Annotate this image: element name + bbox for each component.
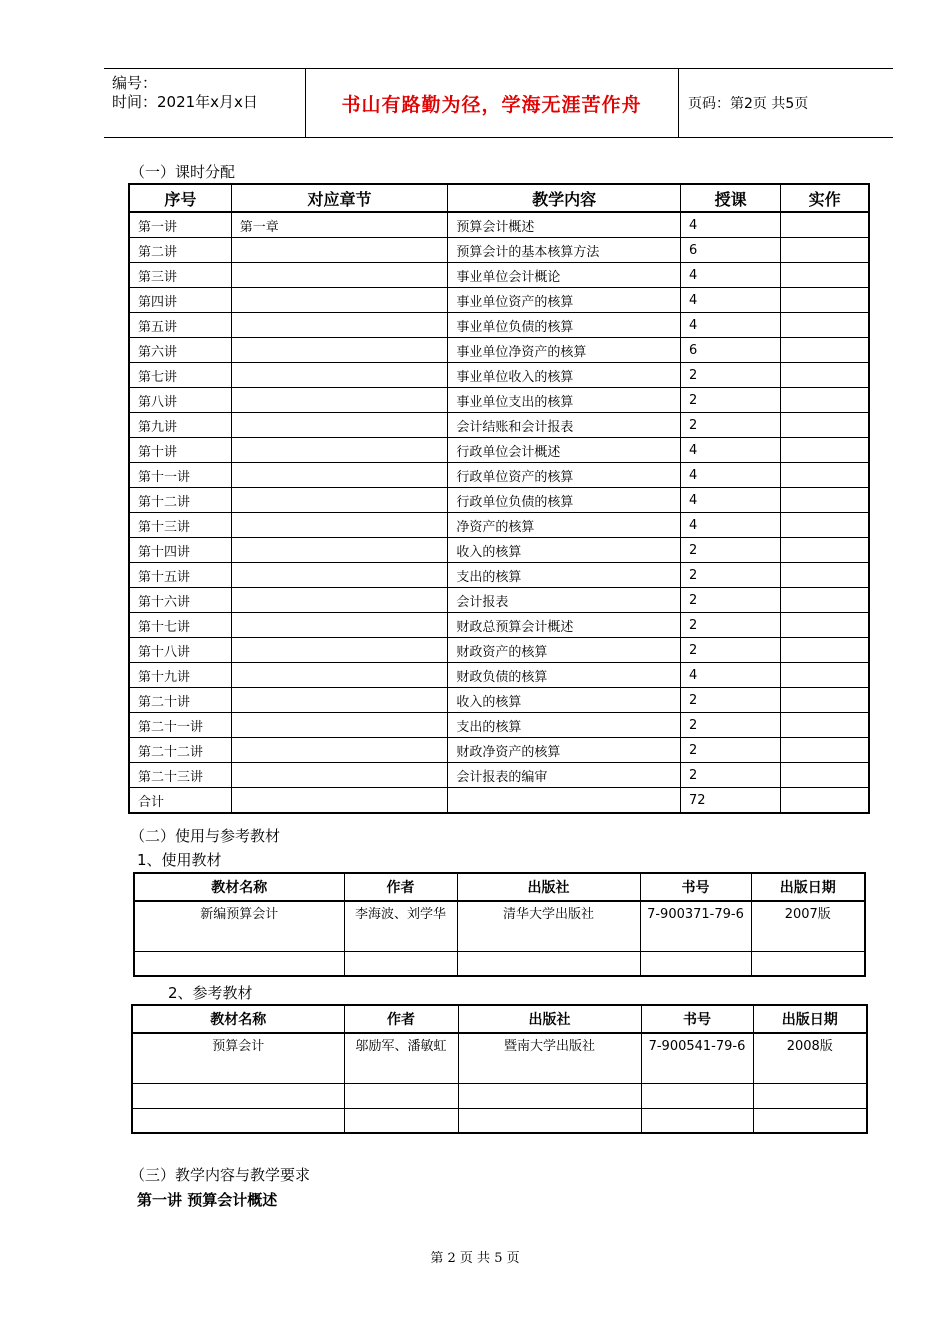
lecture-hours-cell: 2 (680, 638, 780, 663)
author-cell (344, 1083, 458, 1108)
book-name-cell (134, 951, 344, 976)
table-row (129, 588, 869, 613)
author-cell (344, 951, 457, 976)
table-row (129, 288, 869, 313)
document-number-label: 编号： (112, 74, 158, 92)
table-row (129, 738, 869, 763)
chapter-cell (231, 613, 448, 638)
used-header-row (134, 873, 865, 901)
lecture-hours-cell: 2 (680, 563, 780, 588)
chapter-cell (231, 388, 448, 413)
col-header-edition-date: 出版日期 (751, 873, 865, 901)
reference-textbook-table (131, 1004, 868, 1134)
lecture-number-cell: 第九讲 (129, 413, 231, 438)
publisher-cell (458, 1083, 641, 1108)
table-row (129, 438, 869, 463)
lecture-hours-cell: 4 (680, 663, 780, 688)
table-row (134, 901, 865, 951)
col-header-isbn: 书号 (640, 873, 751, 901)
table-row (129, 763, 869, 788)
content-cell: 会计报表 (448, 588, 681, 613)
lecture-number-cell: 第二十讲 (129, 688, 231, 713)
table-row (132, 1108, 867, 1133)
publisher-cell (457, 951, 640, 976)
book-name-cell: 新编预算会计 (134, 901, 344, 951)
practice-hours-cell (781, 788, 869, 814)
isbn-cell (641, 1083, 753, 1108)
chapter-cell (231, 413, 448, 438)
col-header-author: 作者 (344, 873, 457, 901)
author-cell: 李海波、刘学华 (344, 901, 457, 951)
lecture-number-cell: 第十一讲 (129, 463, 231, 488)
lecture-heading: 第一讲 预算会计概述 (137, 1191, 278, 1209)
practice-hours-cell (781, 588, 869, 613)
content-cell: 财政负债的核算 (448, 663, 681, 688)
lecture-number-cell: 第二十一讲 (129, 713, 231, 738)
lecture-number-cell: 第一讲 (129, 212, 231, 238)
col-header-author: 作者 (344, 1005, 458, 1033)
practice-hours-cell (781, 212, 869, 238)
lecture-hours-cell: 6 (680, 338, 780, 363)
practice-hours-cell (781, 438, 869, 463)
table-row (129, 212, 869, 238)
practice-hours-cell (781, 313, 869, 338)
edition-date-cell (751, 951, 865, 976)
lecture-number-cell: 第二十三讲 (129, 763, 231, 788)
lecture-number-cell: 第十六讲 (129, 588, 231, 613)
practice-hours-cell (781, 288, 869, 313)
lecture-hours-cell: 4 (680, 313, 780, 338)
practice-hours-cell (781, 338, 869, 363)
lecture-hours-cell: 2 (680, 363, 780, 388)
lecture-number-cell: 第三讲 (129, 263, 231, 288)
table-row (129, 488, 869, 513)
content-cell: 支出的核算 (448, 563, 681, 588)
lecture-number-cell: 第二十二讲 (129, 738, 231, 763)
content-cell: 行政单位资产的核算 (448, 463, 681, 488)
chapter-cell (231, 538, 448, 563)
lecture-number-cell: 第十四讲 (129, 538, 231, 563)
content-cell: 行政单位会计概述 (448, 438, 681, 463)
lecture-hours-cell: 4 (680, 263, 780, 288)
practice-hours-cell (781, 538, 869, 563)
content-cell: 会计报表的编审 (448, 763, 681, 788)
lecture-hours-cell: 2 (680, 413, 780, 438)
chapter-cell (231, 788, 448, 814)
lecture-hours-cell: 4 (680, 212, 780, 238)
chapter-cell: 第一章 (231, 212, 448, 238)
lecture-hours-cell: 2 (680, 713, 780, 738)
chapter-cell (231, 588, 448, 613)
content-cell: 支出的核算 (448, 713, 681, 738)
col-header-book-name: 教材名称 (134, 873, 344, 901)
book-name-cell (132, 1083, 344, 1108)
lecture-number-cell: 第十七讲 (129, 613, 231, 638)
col-header-content: 教学内容 (448, 184, 681, 212)
chapter-cell (231, 513, 448, 538)
practice-hours-cell (781, 513, 869, 538)
lecture-number-cell: 第二讲 (129, 238, 231, 263)
practice-hours-cell (781, 238, 869, 263)
table-row (129, 388, 869, 413)
isbn-cell: 7-900541-79-6 (641, 1033, 753, 1083)
lecture-number-cell: 第四讲 (129, 288, 231, 313)
table-row (129, 463, 869, 488)
lecture-number-cell: 第十三讲 (129, 513, 231, 538)
col-header-isbn: 书号 (641, 1005, 753, 1033)
lecture-hours-cell: 4 (680, 438, 780, 463)
practice-hours-cell (781, 363, 869, 388)
lecture-hours-cell: 2 (680, 688, 780, 713)
edition-date-cell (753, 1083, 867, 1108)
table-row (129, 563, 869, 588)
content-cell: 财政资产的核算 (448, 638, 681, 663)
col-header-lecture-hours: 授课 (680, 184, 780, 212)
lecture-number-cell: 第七讲 (129, 363, 231, 388)
chapter-cell (231, 338, 448, 363)
lecture-hours-cell: 2 (680, 538, 780, 563)
table-row (129, 313, 869, 338)
used-textbook-title: 1、使用教材 (137, 851, 222, 869)
page-number-label: 页码：第2页 共5页 (688, 96, 809, 112)
edition-date-cell: 2007版 (751, 901, 865, 951)
chapter-cell (231, 363, 448, 388)
content-cell: 会计结账和会计报表 (448, 413, 681, 438)
practice-hours-cell (781, 613, 869, 638)
chapter-cell (231, 238, 448, 263)
header-info-cell (104, 69, 306, 137)
content-cell: 行政单位负债的核算 (448, 488, 681, 513)
practice-hours-cell (781, 488, 869, 513)
content-cell: 收入的核算 (448, 688, 681, 713)
lecture-hours-cell: 2 (680, 588, 780, 613)
chapter-cell (231, 263, 448, 288)
chapter-cell (231, 713, 448, 738)
table-row (129, 238, 869, 263)
schedule-table (128, 183, 870, 814)
page-footer: 第 2 页 共 5 页 (430, 1251, 520, 1266)
lecture-number-cell: 第十八讲 (129, 638, 231, 663)
col-header-edition-date: 出版日期 (753, 1005, 867, 1033)
table-row (129, 663, 869, 688)
lecture-hours-cell: 4 (680, 288, 780, 313)
isbn-cell (641, 1108, 753, 1133)
lecture-number-cell: 第十二讲 (129, 488, 231, 513)
content-cell: 预算会计概述 (448, 212, 681, 238)
chapter-cell (231, 288, 448, 313)
publisher-cell: 暨南大学出版社 (458, 1033, 641, 1083)
table-row (129, 413, 869, 438)
table-row (134, 951, 865, 976)
practice-hours-cell (781, 263, 869, 288)
chapter-cell (231, 313, 448, 338)
publisher-cell (458, 1108, 641, 1133)
table-row (129, 638, 869, 663)
table-row (129, 263, 869, 288)
header-page-cell (679, 69, 893, 137)
content-cell: 事业单位支出的核算 (448, 388, 681, 413)
book-name-cell (132, 1108, 344, 1133)
content-cell: 收入的核算 (448, 538, 681, 563)
used-textbook-table (133, 872, 866, 977)
practice-hours-cell (781, 463, 869, 488)
chapter-cell (231, 688, 448, 713)
lecture-hours-cell: 4 (680, 463, 780, 488)
lecture-hours-cell: 2 (680, 738, 780, 763)
lecture-hours-cell: 6 (680, 238, 780, 263)
content-cell: 净资产的核算 (448, 513, 681, 538)
lecture-number-cell: 合计 (129, 788, 231, 814)
table-row (129, 363, 869, 388)
author-cell: 邬励军、潘敏虹 (344, 1033, 458, 1083)
isbn-cell: 7-900371-79-6 (640, 901, 751, 951)
ref-header-row (132, 1005, 867, 1033)
lecture-number-cell: 第五讲 (129, 313, 231, 338)
document-time-label: 时间：2021年x月x日 (112, 93, 258, 111)
practice-hours-cell (781, 663, 869, 688)
chapter-cell (231, 438, 448, 463)
content-cell: 事业单位净资产的核算 (448, 338, 681, 363)
isbn-cell (640, 951, 751, 976)
lecture-number-cell: 第六讲 (129, 338, 231, 363)
lecture-number-cell: 第十讲 (129, 438, 231, 463)
practice-hours-cell (781, 638, 869, 663)
section-title-schedule: （一）课时分配 (130, 163, 236, 181)
chapter-cell (231, 488, 448, 513)
chapter-cell (231, 738, 448, 763)
table-row (129, 713, 869, 738)
lecture-hours-cell: 2 (680, 763, 780, 788)
schedule-body (129, 212, 869, 813)
table-row (129, 788, 869, 814)
content-cell: 财政总预算会计概述 (448, 613, 681, 638)
col-header-publisher: 出版社 (457, 873, 640, 901)
practice-hours-cell (781, 763, 869, 788)
table-row (129, 613, 869, 638)
chapter-cell (231, 763, 448, 788)
col-header-practice-hours: 实作 (781, 184, 869, 212)
table-row (129, 538, 869, 563)
lecture-number-cell: 第十九讲 (129, 663, 231, 688)
col-header-number: 序号 (129, 184, 231, 212)
page-header (104, 68, 893, 138)
edition-date-cell (753, 1108, 867, 1133)
col-header-book-name: 教材名称 (132, 1005, 344, 1033)
table-row (129, 338, 869, 363)
content-cell: 事业单位收入的核算 (448, 363, 681, 388)
section-title-textbooks: （二）使用与参考教材 (130, 827, 281, 845)
lecture-number-cell: 第八讲 (129, 388, 231, 413)
lecture-hours-cell: 2 (680, 613, 780, 638)
author-cell (344, 1108, 458, 1133)
chapter-cell (231, 638, 448, 663)
chapter-cell (231, 463, 448, 488)
table-row (129, 513, 869, 538)
content-cell: 事业单位会计概论 (448, 263, 681, 288)
practice-hours-cell (781, 388, 869, 413)
content-cell: 事业单位资产的核算 (448, 288, 681, 313)
lecture-number-cell: 第十五讲 (129, 563, 231, 588)
reference-textbook-title: 2、参考教材 (168, 984, 253, 1002)
chapter-cell (231, 663, 448, 688)
lecture-hours-cell: 72 (680, 788, 780, 814)
content-cell (448, 788, 681, 814)
lecture-hours-cell: 4 (680, 488, 780, 513)
table-row (129, 688, 869, 713)
practice-hours-cell (781, 713, 869, 738)
col-header-publisher: 出版社 (458, 1005, 641, 1033)
motto-text: 书山有路勤为径，学海无涯苦作舟 (341, 93, 642, 116)
table-row (132, 1083, 867, 1108)
chapter-cell (231, 563, 448, 588)
content-cell: 事业单位负债的核算 (448, 313, 681, 338)
practice-hours-cell (781, 738, 869, 763)
practice-hours-cell (781, 413, 869, 438)
content-cell: 财政净资产的核算 (448, 738, 681, 763)
content-cell: 预算会计的基本核算方法 (448, 238, 681, 263)
publisher-cell: 清华大学出版社 (457, 901, 640, 951)
section-title-teaching-requirements: （三）教学内容与教学要求 (130, 1166, 311, 1184)
schedule-header-row (129, 184, 869, 212)
header-motto-cell (305, 69, 679, 137)
lecture-hours-cell: 2 (680, 388, 780, 413)
lecture-hours-cell: 4 (680, 513, 780, 538)
practice-hours-cell (781, 688, 869, 713)
edition-date-cell: 2008版 (753, 1033, 867, 1083)
table-row (132, 1033, 867, 1083)
col-header-chapter: 对应章节 (231, 184, 448, 212)
book-name-cell: 预算会计 (132, 1033, 344, 1083)
practice-hours-cell (781, 563, 869, 588)
